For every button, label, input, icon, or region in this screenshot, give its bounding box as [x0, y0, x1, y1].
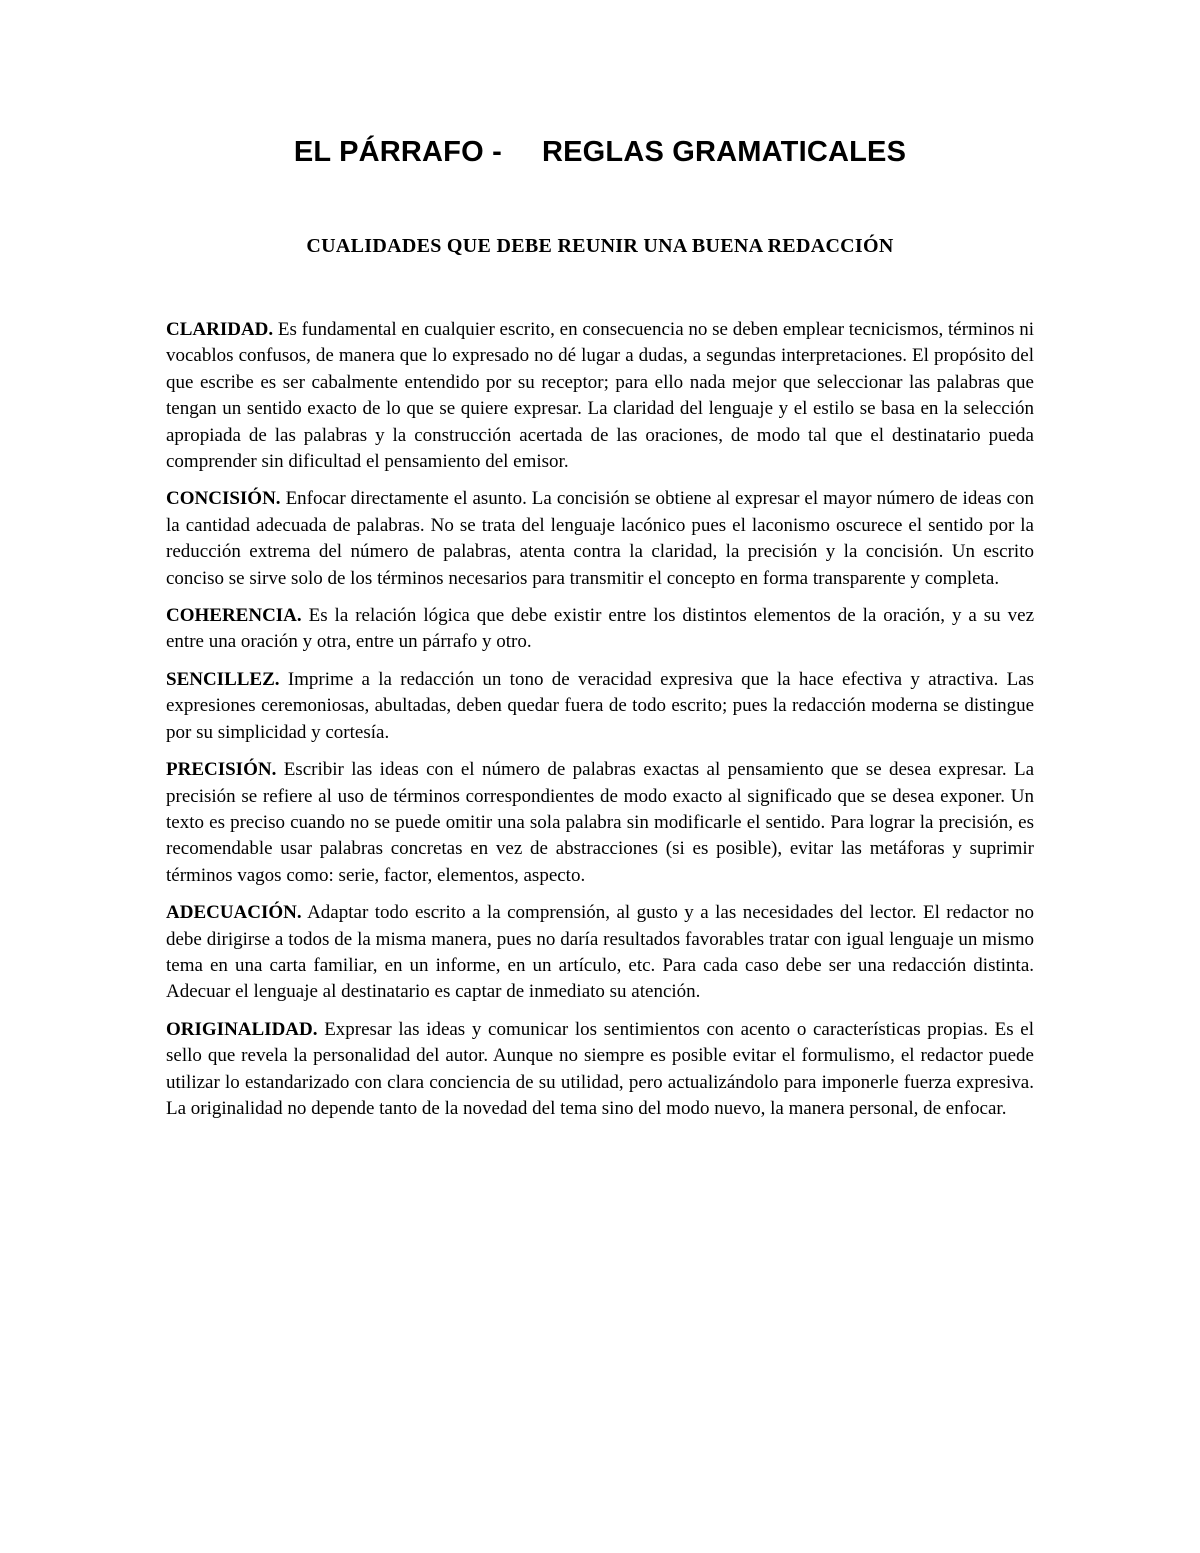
- paragraph-claridad: [166, 317, 1034, 475]
- title-right: REGLAS GRAMATICALES: [541, 136, 907, 168]
- term-originalidad: ORIGINALIDAD.: [166, 1018, 318, 1040]
- page-title: [0, 136, 1200, 169]
- paragraph-sencillez: [166, 667, 1034, 746]
- paragraph-precision: [166, 757, 1034, 889]
- term-coherencia: COHERENCIA.: [166, 605, 302, 627]
- paragraph-concision: [166, 486, 1034, 592]
- paragraph-adecuacion: [166, 900, 1034, 1006]
- text-coherencia: Es la relación lógica que debe existir entre los distintos elementos de la oración, y a su vez entre una oración y otra, entre un párrafo y otro.: [166, 605, 1035, 653]
- term-concision: CONCISIÓN.: [166, 488, 281, 510]
- text-originalidad: Expresar las ideas y comunicar los sentimientos con acento o características propias. Es el sello que revela la personalidad del autor. Aunque no siempre es posible evitar el formulismo, el redactor puede utilizar lo estandarizado con clara conciencia de su utilidad, pero actualizándolo para imponerle fuerza expresiva. La originalidad no depende tanto de la novedad del tema sino del modo nuevo, la manera personal, de enfocar.: [166, 1018, 1035, 1119]
- title-left: EL PÁRRAFO -: [293, 136, 502, 168]
- subtitle: CUALIDADES QUE DEBE REUNIR UNA BUENA REDACCIÓN: [306, 235, 894, 257]
- term-claridad: CLARIDAD.: [166, 319, 274, 340]
- document-body: [166, 317, 1034, 1133]
- paragraph-coherencia: [166, 603, 1034, 656]
- text-precision: Escribir las ideas con el número de palabras exactas al pensamiento que se desea expresar. La precisión se refiere al uso de términos correspondientes de modo exacto al significado que se desea exponer. Un texto es preciso cuando no se puede omitir una sola palabra sin modificarle el sentido. Para lograr la precisión, es recomendable usar palabras concretas en vez de abstracciones (si es posible), evitar las metáforas y suprimir términos vagos como: serie, factor, elementos, aspecto.: [166, 759, 1035, 886]
- text-sencillez: Imprime a la redacción un tono de veracidad expresiva que la hace efectiva y atractiva. Las expresiones ceremoniosas, abultadas, deben quedar fuera de todo escrito; pues la redacción moderna se distingue por su simplicidad y cortesía.: [166, 668, 1035, 743]
- text-claridad: Es fundamental en cualquier escrito, en consecuencia no se deben emplear tecnicismos, términos ni vocablos confusos, de manera que lo expresado no dé lugar a dudas, a segundas interpretaciones. El propósito del que escribe es ser cabalmente entendido por su receptor; para ello nada mejor que seleccionar las palabras que tengan un sentido exacto de lo que se quiere expresar. La claridad del lenguaje y el estilo se basa en la selección apropiada de las palabras y la construcción acertada de las oraciones, de modo tal que el destinatario pueda comprender sin dificultad el pensamiento del emisor.: [166, 319, 1035, 473]
- paragraph-originalidad: [166, 1017, 1034, 1123]
- term-precision: PRECISIÓN.: [166, 759, 277, 781]
- text-concision: Enfocar directamente el asunto. La concisión se obtiene al expresar el mayor número de ideas con la cantidad adecuada de palabras. No se trata del lenguaje lacónico pues el laconismo oscurece el sentido por la reducción extrema del número de palabras, atenta contra la claridad, la precisión y la concisión. Un escrito conciso se sirve solo de los términos necesarios para transmitir el concepto en forma transparente y completa.: [166, 488, 1035, 589]
- term-sencillez: SENCILLEZ.: [166, 668, 280, 690]
- text-adecuacion: Adaptar todo escrito a la comprensión, al gusto y a las necesidades del lector. El redactor no debe dirigirse a todos de la misma manera, pues no daría resultados favorables tratar con igual lenguaje un mismo tema en una carta familiar, en un informe, en un artículo, etc. Para cada caso debe ser una redacción distinta. Adecuar el lenguaje al destinatario es captar de inmediato su atención.: [166, 902, 1034, 1003]
- term-adecuacion: ADECUACIÓN.: [166, 902, 302, 924]
